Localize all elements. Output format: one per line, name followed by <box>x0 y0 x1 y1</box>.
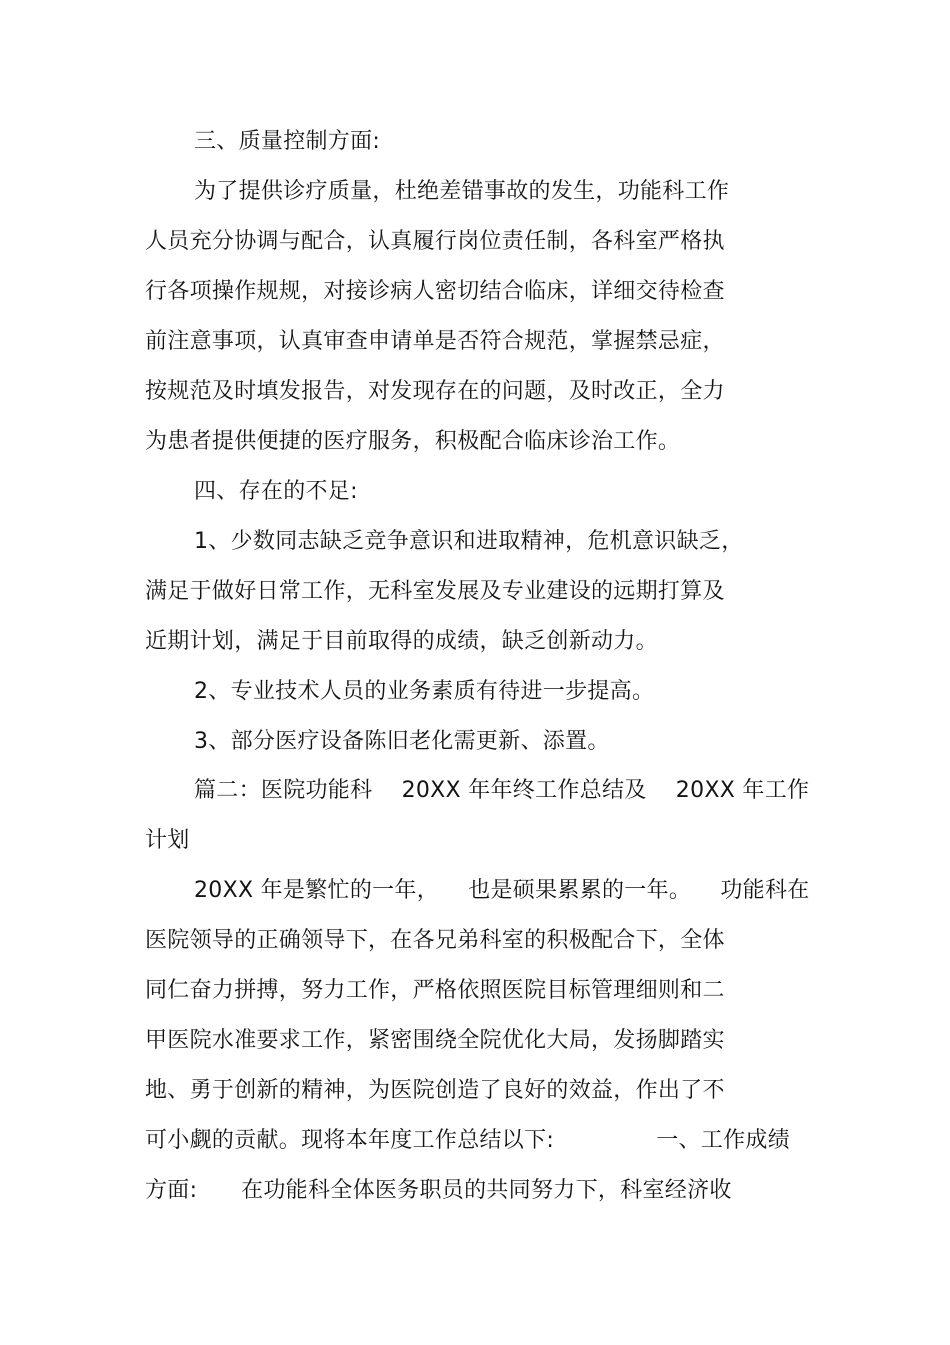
paragraph-line: 方面: 在功能科全体医务职员的共同努力下，科室经济收 <box>145 1178 732 1203</box>
paragraph-line: 同仁奋力拼搏，努力工作，严格依照医院目标管理细则和二 <box>145 978 725 1003</box>
chapter-title: 篇二：医院功能科 20XX 年年终工作总结及 20XX 年工作 <box>194 778 810 803</box>
list-item-2: 2、专业技术人员的业务素质有待进一步提高。 <box>194 679 655 704</box>
paragraph-line: 前注意事项，认真审查申请单是否符合规范，掌握禁忌症， <box>145 329 725 354</box>
paragraph-line: 满足于做好日常工作，无科室发展及专业建设的远期打算及 <box>145 579 725 604</box>
paragraph-line: 为患者提供便捷的医疗服务，积极配合临床诊治工作。 <box>145 429 681 454</box>
paragraph-line: 20XX 年是繁忙的一年， 也是硕果累累的一年。 功能科在 <box>194 878 810 903</box>
paragraph-line: 可小觑的贡献。现将本年度工作总结以下: 一、工作成绩 <box>145 1128 791 1153</box>
paragraph-line: 甲医院水准要求工作，紧密围绕全院优化大局，发扬脚踏实 <box>145 1028 725 1053</box>
paragraph-line: 人员充分协调与配合，认真履行岗位责任制，各科室严格执 <box>145 229 725 254</box>
paragraph-line: 行各项操作规规，对接诊病人密切结合临床，详细交待检查 <box>145 279 725 304</box>
paragraph-line: 为了提供诊疗质量，杜绝差错事故的发生，功能科工作 <box>194 179 730 204</box>
paragraph-line: 近期计划，满足于目前取得的成绩，缺乏创新动力。 <box>145 629 658 654</box>
chapter-title-continued: 计划 <box>145 828 190 853</box>
list-item-1: 1、少数同志缺乏竞争意识和进取精神，危机意识缺乏， <box>194 529 744 554</box>
section-heading-quality-control: 三、质量控制方面: <box>194 129 381 154</box>
paragraph-line: 按规范及时填发报告，对发现存在的问题，及时改正，全力 <box>145 379 725 404</box>
paragraph-line: 地、勇于创新的精神，为医院创造了良好的效益，作出了不 <box>145 1078 725 1103</box>
paragraph-line: 医院领导的正确领导下，在各兄弟科室的积极配合下，全体 <box>145 928 725 953</box>
list-item-3: 3、部分医疗设备陈旧老化需更新、添置。 <box>194 729 610 754</box>
section-heading-shortcomings: 四、存在的不足: <box>194 479 358 504</box>
